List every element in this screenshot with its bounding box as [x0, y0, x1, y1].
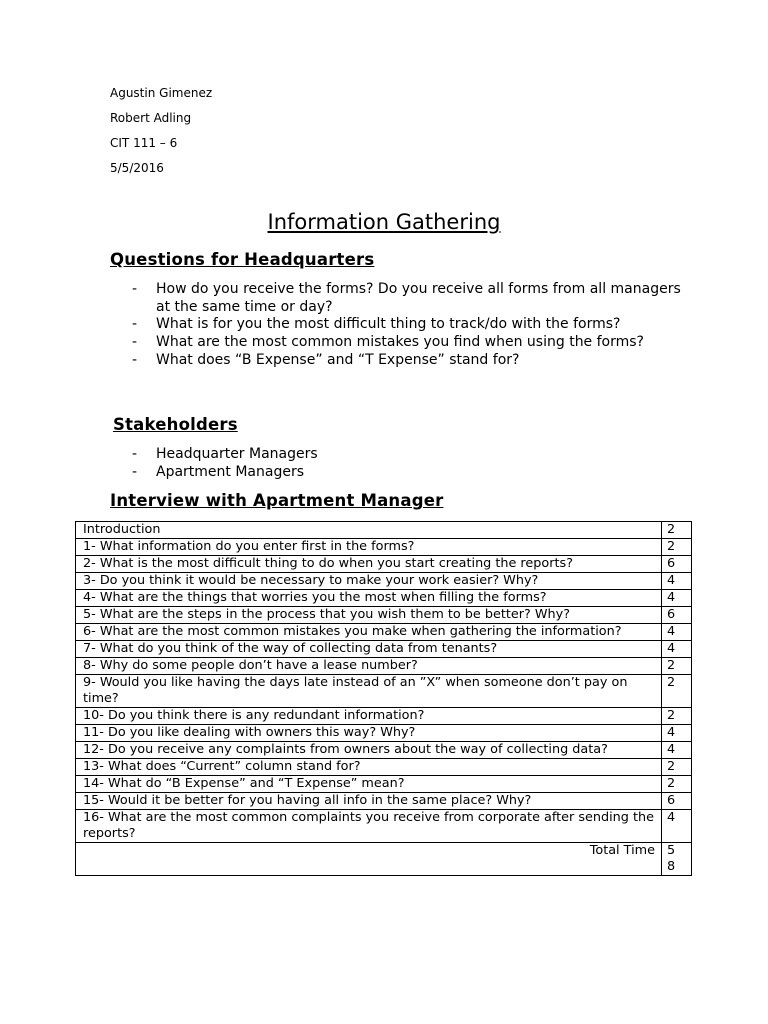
table-row: [76, 810, 692, 843]
time-cell: 6: [662, 793, 692, 810]
hq-questions-heading: Questions for Headquarters: [110, 250, 375, 269]
time-cell: 4: [662, 590, 692, 607]
author-name-1: Agustin Gimenez: [110, 86, 213, 100]
author-name-2: Robert Adling: [110, 111, 192, 125]
time-cell: 2: [662, 539, 692, 556]
question-cell: 13- What does “Current” column stand for?: [76, 759, 662, 776]
document-date: 5/5/2016: [110, 161, 164, 175]
table-row: [76, 725, 692, 742]
question-cell: 11- Do you like dealing with owners this way? Why?: [76, 725, 662, 742]
list-item: - What are the most common mistakes you find when using the forms?: [132, 334, 692, 352]
list-item: - What is for you the most difficult thing to track/do with the forms?: [132, 316, 692, 334]
time-cell: 6: [662, 607, 692, 624]
time-cell: 4: [662, 641, 692, 658]
total-row: [76, 843, 692, 876]
question-cell: 10- Do you think there is any redundant information?: [76, 708, 662, 725]
question-cell: 3- Do you think it would be necessary to make your work easier? Why?: [76, 573, 662, 590]
time-cell: 2: [662, 708, 692, 725]
question-cell: 8- Why do some people don’t have a lease number?: [76, 658, 662, 675]
question-cell: 4- What are the things that worries you the most when filling the forms?: [76, 590, 662, 607]
stakeholders-list: [132, 446, 692, 481]
time-cell: 4: [662, 624, 692, 641]
table-row: [76, 522, 692, 539]
total-time-cell: [662, 843, 692, 876]
question-cell: 1- What information do you enter first in the forms?: [76, 539, 662, 556]
interview-heading: Interview with Apartment Manager: [110, 491, 444, 510]
table-row: [76, 607, 692, 624]
question-cell: 16- What are the most common complaints you receive from corporate after sending the reports?: [76, 810, 662, 843]
course-code: CIT 111 – 6: [110, 136, 178, 150]
time-cell: 2: [662, 675, 692, 708]
list-item: - Apartment Managers: [132, 464, 692, 482]
question-cell: 12- Do you receive any complaints from owners about the way of collecting data?: [76, 742, 662, 759]
document-title: Information Gathering: [267, 210, 501, 234]
time-cell: 6: [662, 556, 692, 573]
time-cell: 2: [662, 759, 692, 776]
question-cell: 5- What are the steps in the process that you wish them to be better? Why?: [76, 607, 662, 624]
time-cell: 2: [662, 776, 692, 793]
table-row: [76, 590, 692, 607]
table-row: [76, 556, 692, 573]
question-cell: 6- What are the most common mistakes you make when gathering the information?: [76, 624, 662, 641]
table-row: [76, 658, 692, 675]
list-item: - How do you receive the forms? Do you receive all forms from all managers at the same time or day?: [132, 281, 692, 316]
question-cell: 9- Would you like having the days late instead of an ”X” when someone don’t pay on time?: [76, 675, 662, 708]
question-cell: Introduction: [76, 522, 662, 539]
interview-table: [75, 521, 692, 876]
time-cell: 4: [662, 742, 692, 759]
total-time-label: Total Time: [76, 843, 662, 876]
table-row: [76, 759, 692, 776]
time-cell: 4: [662, 573, 692, 590]
hq-questions-list: [132, 281, 692, 370]
time-cell: 4: [662, 810, 692, 843]
question-cell: 7- What do you think of the way of collecting data from tenants?: [76, 641, 662, 658]
time-cell: 2: [662, 658, 692, 675]
question-cell: 2- What is the most difficult thing to do when you start creating the reports?: [76, 556, 662, 573]
question-cell: 14- What do “B Expense” and “T Expense” mean?: [76, 776, 662, 793]
table-row: [76, 641, 692, 658]
total-time-value: 58: [667, 843, 676, 874]
table-row: [76, 708, 692, 725]
table-row: [76, 742, 692, 759]
time-cell: 4: [662, 725, 692, 742]
table-row: [76, 675, 692, 708]
list-item: - What does “B Expense” and “T Expense” stand for?: [132, 352, 692, 370]
list-item: - Headquarter Managers: [132, 446, 692, 464]
table-row: [76, 539, 692, 556]
table-row: [76, 624, 692, 641]
stakeholders-heading: Stakeholders: [113, 415, 238, 434]
time-cell: 2: [662, 522, 692, 539]
table-row: [76, 793, 692, 810]
table-row: [76, 776, 692, 793]
question-cell: 15- Would it be better for you having all info in the same place? Why?: [76, 793, 662, 810]
table-row: [76, 573, 692, 590]
